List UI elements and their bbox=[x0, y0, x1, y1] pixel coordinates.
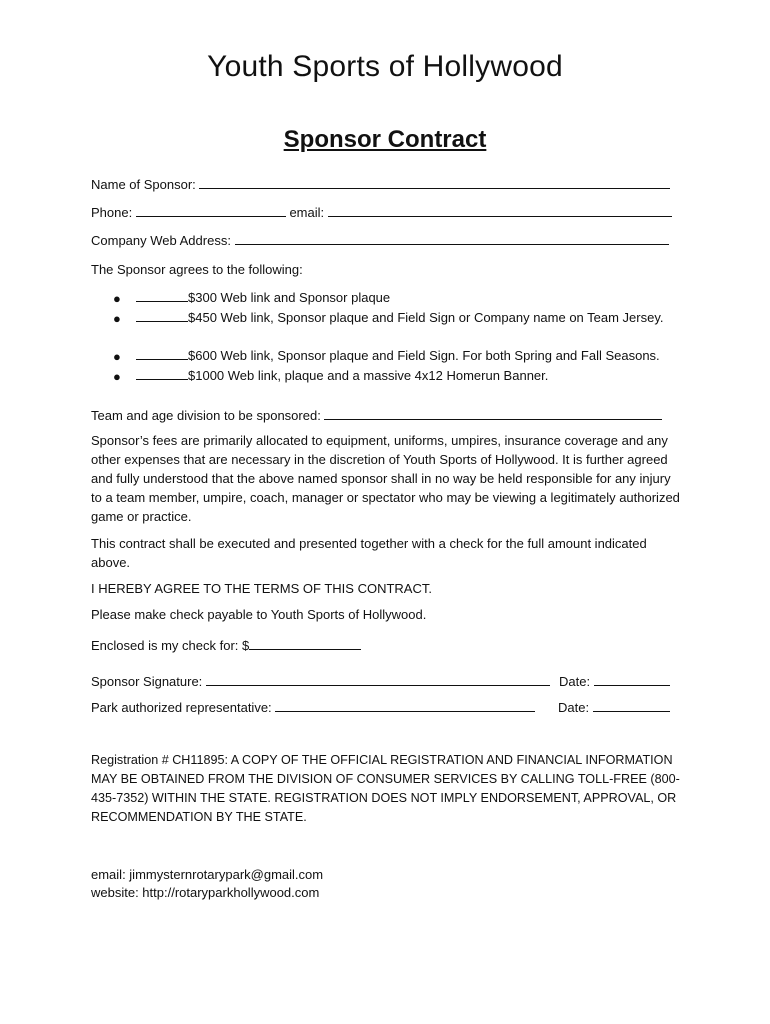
registration-notice: Registration # CH11895: A COPY OF THE OFFICIAL REGISTRATION AND FINANCIAL INFORMATION MAY BE OBTAINED FROM THE DIVISION OF CONSUMER SERVICES BY CALLING TOLL-FREE (800-435-7352) WITHIN THE STATE. REGISTRATION DOES NOT IMPLY ENDORSEMENT, APPROVAL, OR RECOMMENDATION BY THE STATE. bbox=[91, 753, 680, 824]
sponsor-signature-field[interactable] bbox=[206, 672, 550, 686]
sponsor-signature-row bbox=[91, 672, 550, 690]
bullet-icon: ● bbox=[113, 311, 121, 326]
bullet-icon: ● bbox=[113, 369, 121, 384]
sponsor-name-row bbox=[91, 175, 670, 193]
option-600-blank[interactable] bbox=[136, 347, 188, 360]
team-row bbox=[91, 406, 662, 424]
sponsor-date-row bbox=[559, 672, 670, 690]
contact-email: email: jimmysternrotarypark@gmail.com bbox=[91, 867, 324, 882]
web-address-label: Company Web Address: bbox=[91, 233, 231, 248]
rep-signature-field[interactable] bbox=[275, 698, 535, 712]
date-label: Date: bbox=[558, 700, 590, 715]
sponsor-signature-label: Sponsor Signature: bbox=[91, 674, 203, 689]
rep-date-row bbox=[558, 698, 670, 716]
option-1000-text: $1000 Web link, plaque and a massive 4x12 Homerun Banner. bbox=[188, 368, 549, 383]
option-600-text: $600 Web link, Sponsor plaque and Field Sign. For both Spring and Fall Seasons. bbox=[188, 348, 660, 363]
web-address-row bbox=[91, 231, 669, 249]
email-field[interactable] bbox=[328, 203, 672, 217]
agreement-statement: I HEREBY AGREE TO THE TERMS OF THIS CONTRACT. bbox=[91, 581, 432, 596]
phone-label: Phone: bbox=[91, 205, 133, 220]
check-amount-field[interactable] bbox=[249, 636, 361, 650]
document-title: Youth Sports of Hollywood bbox=[207, 50, 563, 83]
document-subtitle: Sponsor Contract bbox=[283, 126, 487, 153]
option-450-blank[interactable] bbox=[136, 309, 188, 322]
rep-signature-row bbox=[91, 698, 535, 716]
web-address-field[interactable] bbox=[235, 231, 669, 245]
sponsor-name-label: Name of Sponsor: bbox=[91, 177, 196, 192]
phone-email-row bbox=[91, 203, 672, 221]
option-300 bbox=[136, 288, 676, 307]
sponsor-date-field[interactable] bbox=[594, 672, 670, 686]
check-row bbox=[91, 636, 361, 654]
date-label: Date: bbox=[559, 674, 591, 689]
check-label: Enclosed is my check for: $ bbox=[91, 638, 250, 653]
option-450 bbox=[136, 308, 676, 327]
option-300-text: $300 Web link and Sponsor plaque bbox=[188, 290, 391, 305]
option-1000-blank[interactable] bbox=[136, 367, 188, 380]
team-field[interactable] bbox=[324, 406, 662, 420]
phone-field[interactable] bbox=[136, 203, 286, 217]
email-label: email: bbox=[289, 205, 325, 220]
team-label: Team and age division to be sponsored: bbox=[91, 408, 321, 423]
option-450-text: $450 Web link, Sponsor plaque and Field Sign or Company name on Team Jersey. bbox=[188, 310, 664, 325]
sponsor-name-field[interactable] bbox=[199, 175, 670, 189]
rep-date-field[interactable] bbox=[593, 698, 670, 712]
option-1000 bbox=[136, 366, 676, 385]
bullet-icon: ● bbox=[113, 291, 121, 306]
contact-website: website: http://rotaryparkhollywood.com bbox=[91, 885, 320, 900]
execution-paragraph: This contract shall be executed and presented together with a check for the full amount indicated above. bbox=[91, 536, 647, 570]
payable-statement: Please make check payable to Youth Sports of Hollywood. bbox=[91, 607, 427, 622]
rep-signature-label: Park authorized representative: bbox=[91, 700, 272, 715]
option-600 bbox=[136, 346, 676, 365]
bullet-icon: ● bbox=[113, 349, 121, 364]
agreement-intro: The Sponsor agrees to the following: bbox=[91, 262, 303, 277]
fees-paragraph: Sponsor’s fees are primarily allocated to equipment, uniforms, umpires, insurance coverage and any other expenses that are necessary in the discretion of Youth Sports of Hollywood. It is further agreed and fully understood that the above named sponsor shall in no way be held responsible for any injury to a team member, umpire, coach, manager or spectator who may be viewing a legitimately authorized game or practice. bbox=[91, 433, 680, 524]
option-300-blank[interactable] bbox=[136, 289, 188, 302]
